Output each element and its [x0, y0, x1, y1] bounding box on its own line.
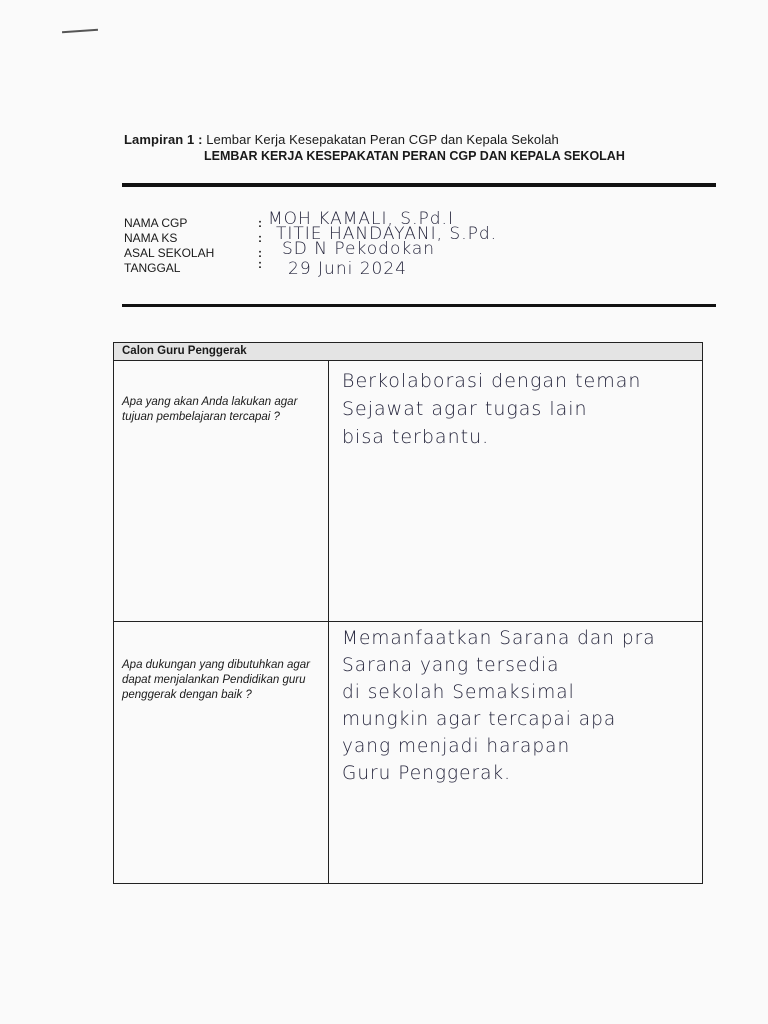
- info-colon: :: [258, 257, 262, 271]
- document-header: [124, 132, 724, 163]
- info-label: NAMA KS: [124, 231, 178, 245]
- appendix-title: [124, 132, 724, 147]
- top-rule: [122, 183, 716, 187]
- info-label: ASAL SEKOLAH: [124, 246, 215, 260]
- row-divider: [114, 621, 702, 622]
- info-colon: :: [258, 231, 262, 245]
- answer-line: mungkin agar tercapai apa: [342, 709, 617, 730]
- info-value-handwritten: MOH KAMALI, S.Pd.I: [268, 209, 454, 229]
- answer-line: Sarana yang tersedia: [342, 655, 560, 676]
- answer-line: Sejawat agar tugas lain: [342, 398, 588, 420]
- identity-section: [124, 209, 724, 279]
- info-colon: :: [258, 246, 262, 260]
- table-header: Calon Guru Penggerak: [114, 343, 702, 361]
- answer-1-handwritten: [342, 367, 698, 451]
- info-value-handwritten: SD N Pekodokan: [282, 239, 436, 259]
- worksheet-title: LEMBAR KERJA KESEPAKATAN PERAN CGP DAN KEPALA SEKOLAH: [204, 149, 625, 163]
- info-value-handwritten: 29 Juni 2024: [288, 259, 407, 279]
- answer-line: Guru Penggerak.: [342, 763, 511, 784]
- answer-line: yang menjadi harapan: [342, 736, 571, 757]
- bottom-rule: [122, 304, 716, 307]
- answer-line: Berkolaborasi dengan teman: [342, 370, 642, 392]
- stray-pen-mark: [62, 29, 98, 34]
- answer-line: Memanfaatkan Sarana dan pra: [342, 628, 656, 649]
- column-divider: [328, 361, 329, 883]
- answer-2-handwritten: [342, 625, 698, 787]
- info-colon: :: [258, 216, 262, 230]
- info-value-handwritten: TITIE HANDAYANI, S.Pd.: [276, 224, 498, 244]
- agreement-table: [113, 342, 703, 884]
- info-row-asal-sekolah: [124, 239, 724, 261]
- answer-line: bisa terbantu.: [342, 426, 490, 448]
- question-1: Apa yang akan Anda lakukan agar tujuan pembelajaran tercapai ?: [122, 396, 298, 423]
- question-2: Apa dukungan yang dibutuhkan agar dapat menjalankan Pendidikan guru penggerak dengan baik ?: [122, 659, 310, 701]
- info-label: NAMA CGP: [124, 216, 188, 230]
- appendix-name: Lembar Kerja Kesepakatan Peran CGP dan Kepala Sekolah: [202, 132, 559, 147]
- info-row-tanggal: [124, 257, 724, 279]
- appendix-number: Lampiran 1 :: [124, 132, 203, 147]
- answer-line: di sekolah Semaksimal: [342, 682, 575, 703]
- info-label: TANGGAL: [124, 261, 181, 275]
